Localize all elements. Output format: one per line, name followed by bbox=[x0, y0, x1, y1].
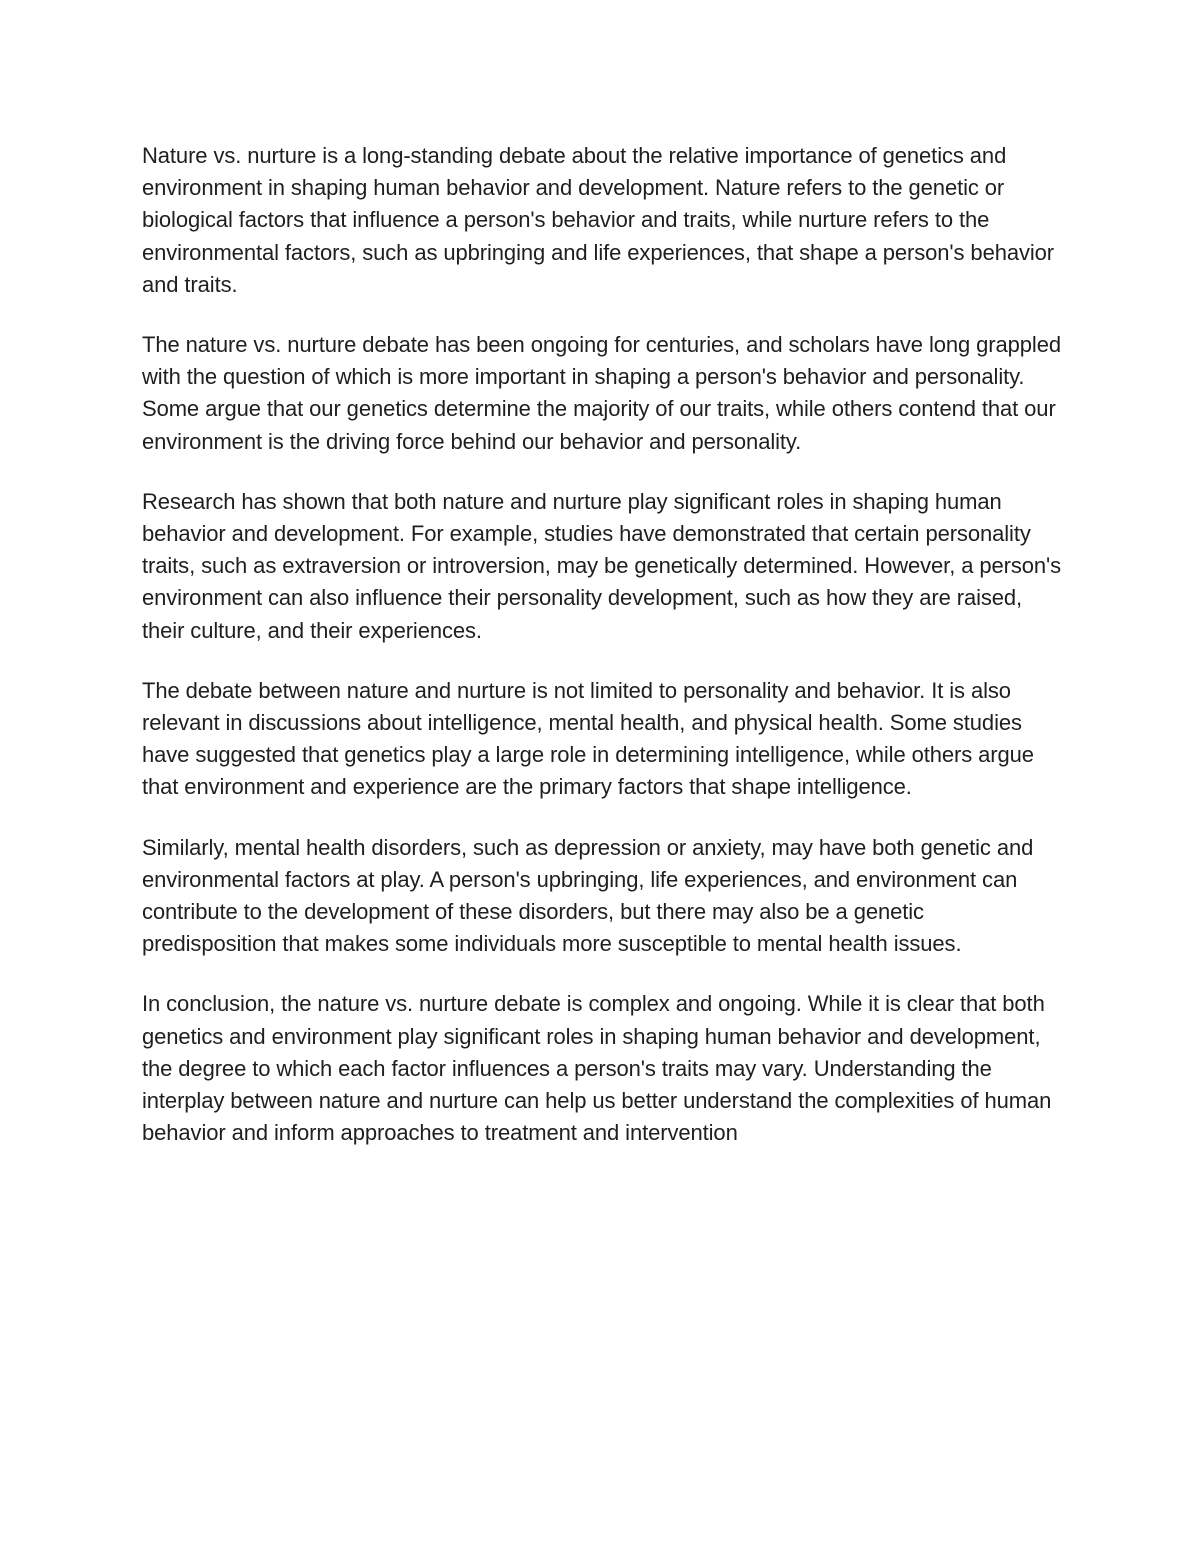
paragraph-2: The nature vs. nurture debate has been ongoing for centuries, and scholars have long grappled with the question of which is more important in shaping a person's behavior and personality. Some argue that our genetics determine the majority of our traits, while others contend that our environment is the driving force behind our behavior and personality. bbox=[142, 332, 1061, 454]
paragraph-6: In conclusion, the nature vs. nurture debate is complex and ongoing. While it is clear that both genetics and environment play significant roles in shaping human behavior and development, the degree to which each factor influences a person's traits may vary. Understanding the interplay between nature and nurture can help us better understand the complexities of human behavior and inform approaches to treatment and intervention bbox=[142, 991, 1052, 1146]
paragraph-1: Nature vs. nurture is a long-standing debate about the relative importance of genetics and environment in shaping human behavior and development. Nature refers to the genetic or biological factors that influence a person's behavior and traits, while nurture refers to the environmental factors, such as upbringing and life experiences, that shape a person's behavior and traits. bbox=[142, 143, 1055, 297]
document-body bbox=[142, 140, 1062, 1177]
paragraph-5: Similarly, mental health disorders, such as depression or anxiety, may have both genetic and environmental factors at play. A person's upbringing, life experiences, and environment can contribute to the development of these disorders, but there may also be a genetic predisposition that makes some individuals more susceptible to mental health issues. bbox=[142, 834, 1034, 957]
paragraph-4: The debate between nature and nurture is not limited to personality and behavior. It is also relevant in discussions about intelligence, mental health, and physical health. Some studies have suggested that genetics play a large role in determining intelligence, while others argue that environment and experience are the primary factors that shape intelligence. bbox=[142, 677, 1034, 800]
paragraph-3: Research has shown that both nature and nurture play significant roles in shaping human behavior and development. For example, studies have demonstrated that certain personality traits, such as extraversion or introversion, may be genetically determined. However, a person's environment can also influence their personality development, such as how they are raised, their culture, and their experiences. bbox=[142, 488, 1062, 643]
